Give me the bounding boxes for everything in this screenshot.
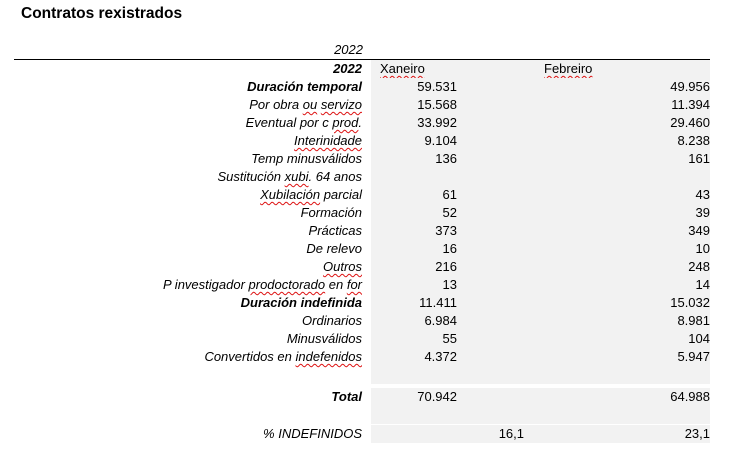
- value-febreiro: 248: [688, 259, 710, 274]
- table-row: [0, 312, 735, 330]
- value-xaneiro: 16: [442, 241, 457, 256]
- table-row: [0, 150, 735, 168]
- blank-row: [0, 366, 735, 384]
- value-xaneiro: 11.411: [419, 295, 457, 310]
- row-label: Interinidade: [294, 133, 362, 148]
- table-row: [0, 168, 735, 186]
- row-label: Outros: [322, 259, 362, 274]
- value-xaneiro: 6.984: [424, 313, 457, 328]
- row-label: Eventual por c prod.: [245, 115, 362, 130]
- value-febreiro: 39: [695, 205, 710, 220]
- table-row: [0, 96, 735, 114]
- value-xaneiro: 4.372: [424, 349, 457, 364]
- row-label: Prácticas: [308, 223, 362, 238]
- value-xaneiro: 33.992: [417, 115, 457, 130]
- value-febreiro: 14: [695, 277, 710, 292]
- page-title: Contratos rexistrados: [21, 5, 183, 22]
- table-row: [0, 204, 735, 222]
- column-header-febreiro: Febreiro: [544, 61, 593, 76]
- row-label: Sustitución xubi. 64 anos: [217, 169, 362, 184]
- row-label: Minusválidos: [286, 331, 362, 346]
- table-row: [0, 258, 735, 276]
- table-row: [0, 114, 735, 132]
- value-febreiro: 29.460: [670, 115, 710, 130]
- row-label: Duración temporal: [247, 79, 362, 94]
- percent-febreiro: 23,1: [684, 426, 710, 441]
- percent-label: % INDEFINIDOS: [263, 426, 362, 441]
- value-febreiro: 8.238: [677, 133, 710, 148]
- value-febreiro: 15.032: [670, 295, 710, 310]
- value-xaneiro: 9.104: [424, 133, 457, 148]
- value-xaneiro: 55: [442, 331, 457, 346]
- table-row: [0, 132, 735, 150]
- blank-row: [0, 406, 735, 424]
- table-row: [0, 330, 735, 348]
- percent-row: [0, 425, 735, 443]
- value-febreiro: 8.981: [677, 313, 710, 328]
- table-row: [0, 276, 735, 294]
- value-febreiro: 5.947: [677, 349, 710, 364]
- table-row: [0, 240, 735, 258]
- value-xaneiro: 216: [435, 259, 457, 274]
- header-year: 2022: [333, 61, 362, 76]
- total-xaneiro: 70.942: [417, 389, 457, 404]
- table-row: [0, 78, 735, 96]
- value-febreiro: [371, 168, 710, 186]
- value-xaneiro: 136: [435, 151, 457, 166]
- value-febreiro: 43: [695, 187, 710, 202]
- value-xaneiro: 52: [442, 205, 457, 220]
- table-row: [0, 186, 735, 204]
- value-febreiro: 349: [688, 223, 710, 238]
- row-label: Duración indefinida: [240, 295, 362, 310]
- value-xaneiro: 15.568: [417, 97, 457, 112]
- row-label: Formación: [300, 205, 362, 220]
- row-label: P investigador prodoctorado en for: [163, 277, 362, 292]
- row-label: Temp minusválidos: [251, 151, 362, 166]
- year-label-top: 2022: [334, 42, 363, 57]
- total-row: [0, 388, 735, 406]
- total-febreiro: 64.988: [670, 389, 710, 404]
- row-label: Ordinarios: [302, 313, 362, 328]
- value-febreiro: 10: [695, 241, 710, 256]
- value-xaneiro: 59.531: [417, 79, 457, 94]
- value-xaneiro: 61: [442, 187, 457, 202]
- value-febreiro: 104: [688, 331, 710, 346]
- value-febreiro: 49.956: [670, 79, 710, 94]
- row-label: De relevo: [306, 241, 362, 256]
- table-row: [0, 294, 735, 312]
- row-label: Convertidos en indefenidos: [204, 349, 362, 364]
- row-label: Xubilación parcial: [260, 187, 362, 202]
- percent-xaneiro: 16,1: [498, 426, 524, 441]
- total-label: Total: [331, 389, 362, 404]
- value-febreiro: 11.394: [671, 97, 710, 112]
- column-header-xaneiro: Xaneiro: [380, 61, 425, 76]
- row-label: Por obra ou servizo: [249, 97, 362, 112]
- value-xaneiro: 373: [435, 223, 457, 238]
- value-febreiro: 161: [688, 151, 710, 166]
- table-header-row: [0, 60, 735, 78]
- table-row: [0, 348, 735, 366]
- value-xaneiro: 13: [442, 277, 457, 292]
- table-row: [0, 222, 735, 240]
